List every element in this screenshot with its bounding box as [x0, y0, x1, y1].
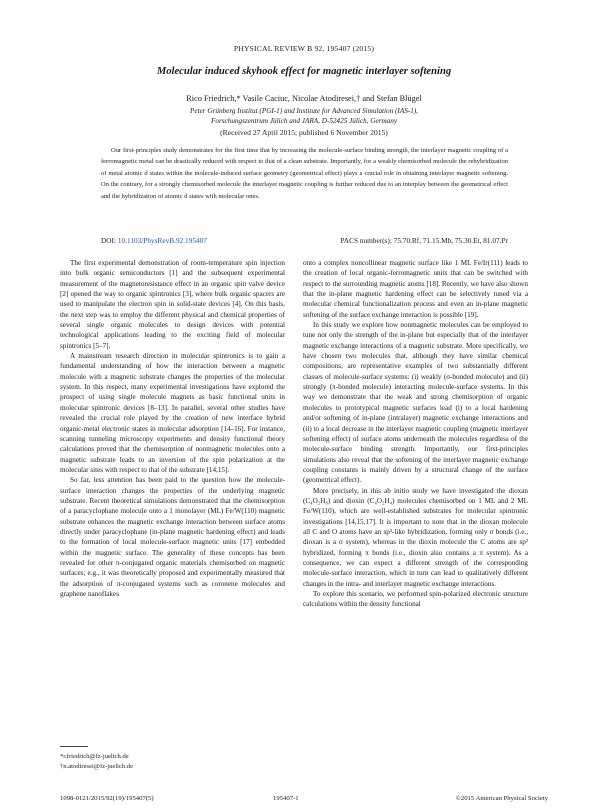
- footnote-divider: [60, 746, 88, 747]
- affiliation-line-1: Peter Grünberg Institut (PGI-1) and Institute for Advanced Simulation (IAS-1),: [190, 107, 418, 115]
- paragraph: A mainstream research direction in molecular spintronics is to gain a fundamental understanding of how the interaction between a magnetic molecule with a magnetic substrate changes the properties of the molecular system. In this respect, many experimental investigations have explored the prospect of using single molecule magnets as basic functional units in molecular spintronic devices [8–13]. In parallel, several other studies have revealed the crucial role played by the creation of new interface hybrid organic-metal electronic states in molecular adsorption [14–16]. For instance, scanning tunneling microscopy experiments and density functional theory calculations proved that the chemisorption of nonmagnetic molecules onto a magnetic substrate leads to an inversion of the spin polarization at the molecular sites with respect to that of the substrate [14,15].: [60, 352, 285, 474]
- footnotes: [60, 752, 133, 772]
- doi-label: DOI:: [101, 236, 116, 245]
- paragraph: So far, less attention has been paid to the question how the molecule-surface interaction changes the properties of the underlying magnetic substrate. Recent theoretical simulations demonstrated that the chemisorption of a paracyclophane molecule onto a 1 monolayer (ML) Fe/W(110) magnetic substrate enhances the magnetic exchange interaction between surface atoms directly under paracyclophane (in-plane magnetic hardening effect) and leads to the formation of local molecule-surface magnetic units [17] embedded within the magnetic surface. The generality of these concepts has been revealed for other π-conjugated organic materials chemisorbed on magnetic surfaces; e.g., it was theoretically proposed and experimentally measured that the adsorption of π-conjugated systems such as coronene molecules and graphene nanoflakes: [60, 476, 285, 598]
- footnote-email-2: †n.atodiresei@fz-juelich.de: [60, 763, 134, 770]
- abstract: Our first-principles study demonstrates for the first time that by increasing the molecule-surface binding strength, the interlayer magnetic coupling of a ferromagnetic metal can be drastically reduced with respect to that of a clean substrate. Importantly, for a weakly chemisorbed molecule the rehybridization of metal atomic d states within the molecule-induced surface geometry (geometrical effect) plays a crucial role in obtaining interlayer magnetic softening. On the contrary, for a strongly chemisorbed molecule the interlayer magnetic coupling is further reduced due to an interplay between the geometrical effect and the hybridization of atomic d states with molecular ones.: [101, 147, 508, 200]
- paragraph: To explore this scenario, we performed spin-polarized electronic structure calculations within the density functional: [303, 590, 528, 609]
- left-column: [60, 258, 285, 745]
- paragraph: In this study we explore how nonmagnetic molecules can be employed to tune not only the strength of the in-plane but especially that of the interlayer magnetic exchange interactions of a magnetic substrate. More specifically, we have chosen two molecules that, although they have similar chemical compositions, are representative examples of two substantially different classes of molecule-surface systems: (i) weakly (σ-bonded molecule) and (ii) strongly (π-bonded molecule) interacting molecule-surface systems. In this way we demonstrate that the weak and strong chemisorption of organic molecules to prototypical magnetic surfaces lead (i) to a local hardening and/or softening of in-plane (intralayer) magnetic exchange interactions and (ii) to a local decrease in the interlayer magnetic coupling (magnetic interlayer softening effect) of surface atoms underneath the molecules regardless of the molecule-surface binding strength. Importantly, our first-principles simulations also reveal that the softening of the interlayer magnetic exchange coupling constants is mainly driven by a structural change of the surface (geometrical effect).: [303, 321, 528, 485]
- doi-line: [101, 236, 207, 245]
- paragraph: onto a complex noncollinear magnetic surface like 1 ML Fe/Ir(111) leads to the creation of local organic-ferromagnetic units that can be switched with respect to the surrounding magnetic atoms [18]. Recently, we have also shown that the in-plane magnetic hardening effect can be selectively tuned via a molecular chemical functionalization process and even an in-plane magnetic softening of the surface exchange interaction is possible [19].: [303, 259, 528, 319]
- footer-page-number: 195407-1: [273, 795, 299, 802]
- paragraph: The first experimental demonstration of room-temperature spin injection into bulk organic semiconductors [1] and the subsequent experimental measurement of the magnetoresistance effect in an organic spin valve device [2] opened the way to organic spintronics [3], where bulk organic spacers are used to manipulate the electron spin in solid-state devices [4]. On this basis, the next step was to employ the different physical and chemical properties of several single organic molecules to design devices with potential technological applications leading to the exciting field of molecular spintronics [5–7].: [60, 259, 285, 350]
- paper-title: Molecular induced skyhook effect for magnetic interlayer softening: [156, 66, 452, 77]
- right-column: [303, 258, 528, 770]
- paragraph: More precisely, in this ab initio study we have investigated the dioxan (C₄O₂H₈) and dioxin (C₄O₂H₄) molecules chemisorbed on 1 ML and 2 ML Fe/W(110), which are well-established substrates for molecular spintronic investigations [14,15,17]. It is important to note that in the dioxan molecule all C and O atoms have an sp³-like hybridization, forming only σ bonds (i.e., dioxan is a σ system), whereas in the dioxin molecule the C atoms are sp² hybridized, forming π bonds (i.e., dioxin also contains a π system). As a consequence, we can expect a different strength of the corresponding molecule-surface interaction, which in turn can lead to qualitatively different changes in the intra- and interlayer magnetic exchange interactions.: [303, 486, 528, 588]
- affiliation-line-2: Forschungszentrum Jülich and JARA, D-52425 Jülich, Germany: [210, 117, 398, 125]
- doi-link[interactable]: 10.1103/PhysRevB.92.195407: [117, 236, 207, 245]
- journal-header: PHYSICAL REVIEW B 92, 195407 (2015): [233, 44, 375, 53]
- pacs-numbers: PACS number(s): 75.70.Rf, 71.15.Mb, 75.30.Et, 81.07.Pr: [340, 236, 508, 245]
- footer-issn: 1098-0121/2015/92(19)/195407(5): [60, 795, 154, 802]
- author-list: Rico Friedrich,* Vasile Caciuc, Nicolae Atodiresei,† and Stefan Blügel: [186, 94, 422, 103]
- publication-dates: (Received 27 April 2015; published 6 November 2015): [220, 128, 388, 137]
- footer-copyright: ©2015 American Physical Society: [455, 795, 548, 802]
- footnote-email-1: *r.friedrich@fz-juelich.de: [60, 753, 129, 760]
